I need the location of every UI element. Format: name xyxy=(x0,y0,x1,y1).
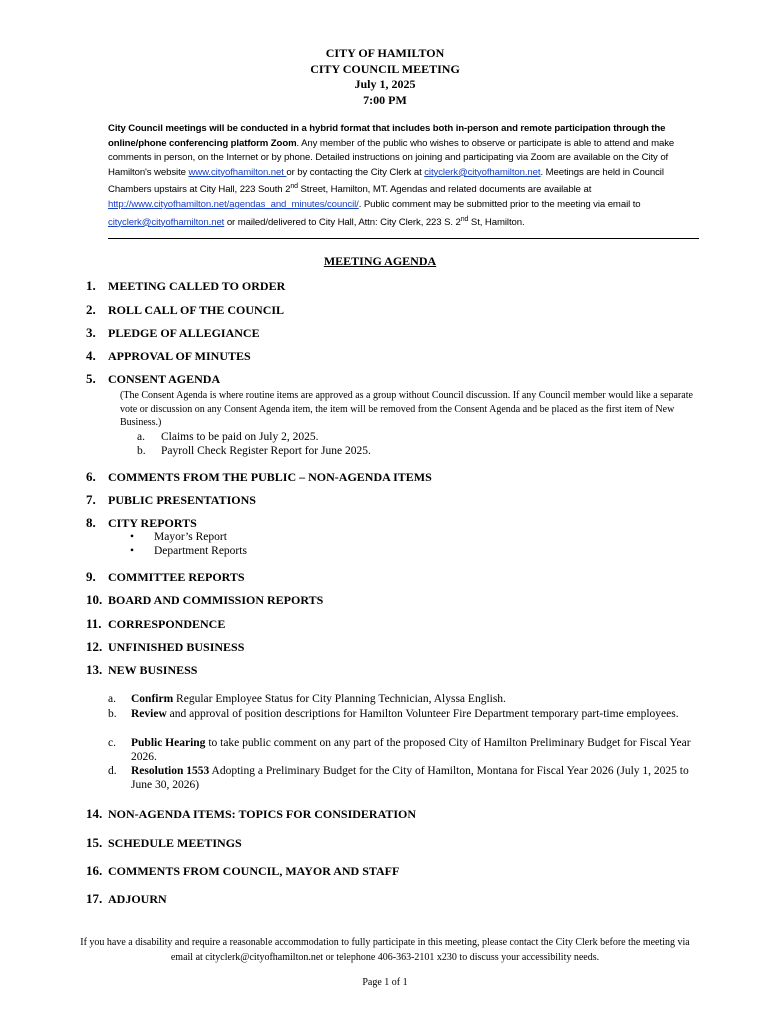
item-number: 11. xyxy=(86,616,102,631)
nb-text: Regular Employee Status for City Planning Technician, Alyssa English. xyxy=(173,693,506,705)
agenda-item xyxy=(86,569,245,585)
agendas-link[interactable]: http://www.cityofhamilton.net/agendas_and_minutes/council/ xyxy=(108,199,359,211)
consent-agenda-note: (The Consent Agenda is where routine items are approved as a group without Council discussion. If any Council member would like a separate vote or discussion on any Consent Agenda item, the item will be removed from the Consent Agenda and be placed as the first item of New Business.) xyxy=(120,390,693,429)
agenda-item xyxy=(86,891,167,907)
new-business-d xyxy=(108,764,698,792)
item-letter: c. xyxy=(108,737,116,749)
header-city: CITY OF HAMILTON xyxy=(325,46,445,60)
nb-text: and approval of position descriptions for Hamilton Volunteer Fire Department temporary part-time employees. xyxy=(166,708,679,720)
notice-text: . Public comment may be submitted prior to the meeting via email to xyxy=(358,199,641,211)
item-label: ROLL CALL OF THE COUNCIL xyxy=(108,303,285,317)
nb-bold: Confirm xyxy=(131,693,174,705)
agenda-item xyxy=(86,515,197,531)
item-letter: a. xyxy=(137,431,145,443)
item-label: APPROVAL OF MINUTES xyxy=(108,349,251,363)
nb-bold: Public Hearing xyxy=(131,737,206,749)
bullet-icon: • xyxy=(130,545,135,557)
ordinal-suffix: nd xyxy=(290,183,298,191)
item-label: CITY REPORTS xyxy=(108,516,197,530)
city-report-department xyxy=(130,544,247,558)
consent-item-text: Payroll Check Register Report for June 2025. xyxy=(161,445,371,457)
agenda-item xyxy=(86,371,220,387)
item-label: NEW BUSINESS xyxy=(108,663,198,677)
new-business-a xyxy=(108,692,698,706)
notice-text: St, Hamilton. xyxy=(468,216,525,228)
item-number: 7. xyxy=(86,492,96,507)
item-letter: b. xyxy=(137,445,146,457)
header-meeting: CITY COUNCIL MEETING xyxy=(310,61,460,76)
item-number: 3. xyxy=(86,325,96,340)
item-label: PLEDGE OF ALLEGIANCE xyxy=(108,326,260,340)
new-business-c xyxy=(108,736,698,764)
agenda-item xyxy=(86,662,197,678)
agenda-title: MEETING AGENDA xyxy=(323,254,437,268)
nb-bold: Review xyxy=(131,708,167,720)
divider xyxy=(108,238,699,239)
item-number: 13. xyxy=(86,662,103,677)
item-number: 9. xyxy=(86,569,96,584)
report-label: Mayor’s Report xyxy=(154,531,227,543)
item-label: COMMENTS FROM THE PUBLIC – NON-AGENDA ITEMS xyxy=(108,470,432,484)
item-number: 4. xyxy=(86,348,96,363)
agenda-item xyxy=(86,863,399,879)
item-label: BOARD AND COMMISSION REPORTS xyxy=(108,593,324,607)
item-label: UNFINISHED BUSINESS xyxy=(108,640,245,654)
document-header xyxy=(0,46,770,108)
item-letter: d. xyxy=(108,765,117,777)
item-number: 12. xyxy=(86,639,103,654)
item-number: 6. xyxy=(86,469,96,484)
agenda-item xyxy=(86,639,244,655)
item-letter: a. xyxy=(108,693,116,705)
item-label: COMMENTS FROM COUNCIL, MAYOR AND STAFF xyxy=(108,864,400,878)
clerk-email-link-2[interactable]: cityclerk@cityofhamilton.net xyxy=(108,216,225,228)
agenda-item xyxy=(86,348,251,364)
agenda-item xyxy=(86,278,285,294)
consent-item-text: Claims to be paid on July 2, 2025. xyxy=(161,431,319,443)
notice-text: . Any member of the public who wishes to observe or participate is able to attend and make comments in person, on the Internet or by phone. Detailed instructions on joining and participating via Zoom are available on the City of Hamilton's website xyxy=(108,137,675,178)
item-letter: b. xyxy=(108,708,117,720)
notice-text: or mailed/delivered to City Hall, Attn: City Clerk, 223 S. 2 xyxy=(224,216,461,228)
item-label: CORRESPONDENCE xyxy=(108,617,226,631)
notice-text: or by contacting the City Clerk at xyxy=(286,166,425,178)
accessibility-note: If you have a disability and require a reasonable accommodation to fully participate in this meeting, please contact the City Clerk before the meeting via email at cityclerk@cityofhamilton.net or telephone 406-363-2101 x230 to discuss your accessibility needs. xyxy=(80,937,690,963)
header-date: July 1, 2025 xyxy=(354,77,416,91)
item-number: 8. xyxy=(86,515,96,530)
item-number: 14. xyxy=(86,806,103,821)
agenda-item xyxy=(86,302,284,318)
item-number: 17. xyxy=(86,891,103,906)
nb-text: Adopting a Preliminary Budget for the City of Hamilton, Montana for Fiscal Year 2026 (July 1, 2025 to June 30, 2026) xyxy=(131,765,689,791)
city-report-mayor xyxy=(130,530,227,544)
item-number: 15. xyxy=(86,835,103,850)
item-number: 5. xyxy=(86,371,96,386)
item-label: PUBLIC PRESENTATIONS xyxy=(108,493,256,507)
nb-text: to take public comment on any part of the proposed City of Hamilton Preliminary Budget for Fiscal Year 2026. xyxy=(131,737,691,763)
report-label: Department Reports xyxy=(154,545,247,557)
clerk-email-link[interactable]: cityclerk@cityofhamilton.net xyxy=(424,166,541,178)
item-label: NON-AGENDA ITEMS: TOPICS FOR CONSIDERATION xyxy=(108,807,417,821)
item-number: 2. xyxy=(86,302,96,317)
item-label: ADJOURN xyxy=(108,892,167,906)
notice-text: . Meetings are held in Council Chambers upstairs at City Hall, 223 South 2 xyxy=(108,166,664,196)
consent-item-b xyxy=(137,444,371,458)
new-business-b xyxy=(108,707,698,721)
agenda-item xyxy=(86,469,432,485)
agenda-item xyxy=(86,325,260,341)
agenda-item xyxy=(86,616,225,632)
agenda-item xyxy=(86,592,323,608)
header-time: 7:00 PM xyxy=(363,92,407,107)
nb-bold: Resolution 1553 xyxy=(131,765,210,777)
consent-item-a xyxy=(137,430,318,444)
notice-intro: City Council meetings will be conducted in a hybrid format that includes both in-person and remote participation through the online/phone conferencing platform Zoom xyxy=(108,123,666,149)
item-label: CONSENT AGENDA xyxy=(108,372,221,386)
item-label: COMMITTEE REPORTS xyxy=(108,570,245,584)
agenda-item xyxy=(86,835,242,851)
notice-text: Street, Hamilton, MT. Agendas and related documents are available at xyxy=(297,184,592,196)
page-number: Page 1 of 1 xyxy=(362,977,408,988)
bullet-icon: • xyxy=(130,531,135,543)
item-number: 1. xyxy=(86,278,96,293)
item-label: SCHEDULE MEETINGS xyxy=(108,836,242,850)
agenda-item xyxy=(86,806,416,822)
item-number: 16. xyxy=(86,863,103,878)
website-link[interactable]: www.cityofhamilton.net xyxy=(188,166,287,178)
item-number: 10. xyxy=(86,592,103,607)
ordinal-suffix: nd xyxy=(460,215,469,223)
item-label: MEETING CALLED TO ORDER xyxy=(108,279,286,293)
hybrid-meeting-notice xyxy=(108,122,698,231)
agenda-item xyxy=(86,492,256,508)
